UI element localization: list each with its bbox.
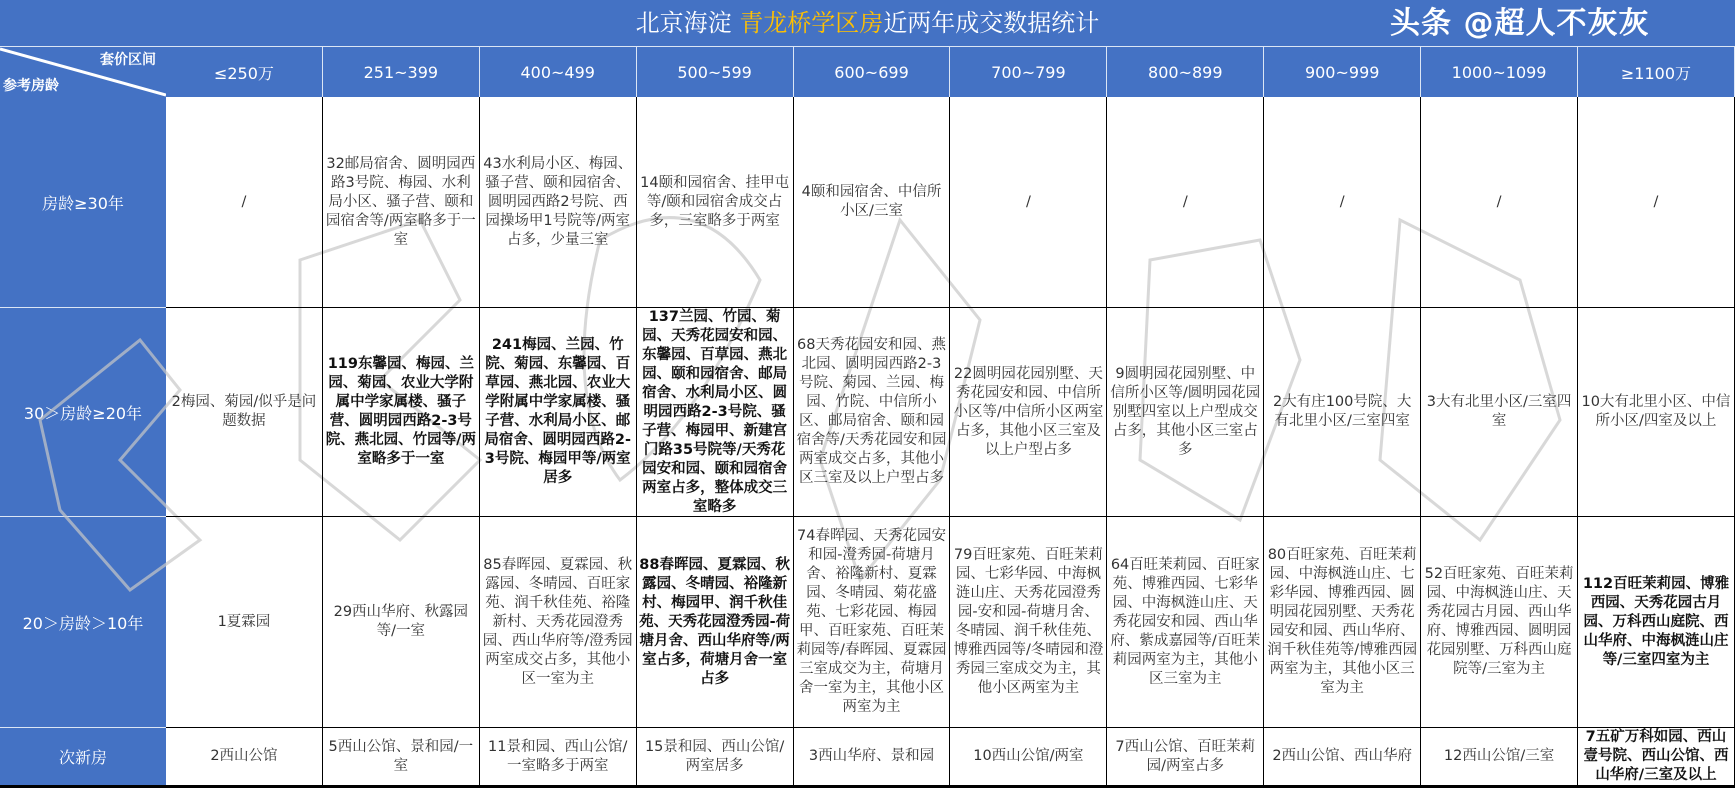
table-cell: 5西山公馆、景和园/一室: [323, 728, 480, 788]
transaction-table: [0, 47, 1735, 788]
row-header: 房龄≥30年: [0, 97, 166, 308]
table-cell: /: [1264, 97, 1421, 308]
table-cell: 119东馨园、梅园、兰园、菊园、农业大学附属中学家属楼、骚子营、圆明园西路2-3号院、燕北园、竹园等/两室略多于一室: [323, 308, 480, 517]
column-header: 800~899: [1107, 47, 1264, 97]
table-cell: 11景和园、西山公馆/一室略多于两室: [480, 728, 637, 788]
table-cell: 137兰园、竹园、菊园、天秀花园安和园、东馨园、百草园、燕北园、颐和园宿舍、邮局宿舍、水利局小区、圆明园西路2-3号院、骚子营、梅园甲、新建宫门路35号院等/天秀花园安和园、颐和园宿舍两室占多，整体成交三室略多: [637, 308, 794, 517]
row-header: 次新房: [0, 728, 166, 788]
row-header: 20＞房龄＞10年: [0, 517, 166, 728]
table-cell: 85春晖园、夏霖园、秋露园、冬晴园、百旺家苑、润千秋佳苑、裕隆新村、天秀花园澄秀园、西山华府等/澄秀园两室成交占多，其他小区一室为主: [480, 517, 637, 728]
table-cell: 9圆明园花园别墅、中信所小区等/圆明园花园别墅四室以上户型成交占多，其他小区三室占多: [1107, 308, 1264, 517]
house-age-label: 参考房龄: [3, 78, 59, 94]
table-cell: 241梅园、兰园、竹院、菊园、东馨园、百草园、燕北园、农业大学附属中学家属楼、骚子营、水利局小区、邮局宿舍、圆明园西路2-3号院、梅园甲等/两室居多: [480, 308, 637, 517]
page-title: [0, 0, 1735, 47]
corner-header: [0, 47, 166, 97]
column-header: 1000~1099: [1421, 47, 1578, 97]
table-cell: 68天秀花园安和园、燕北园、圆明园西路2-3号院、菊园、兰园、梅园、竹院、中信所小区、邮局宿舍、颐和园宿舍等/天秀花园安和园两室成交占多，其他小区三室及以上户型占多: [794, 308, 951, 517]
table-cell: 32邮局宿舍、圆明园西路3号院、梅园、水利局小区、骚子营、颐和园宿舍等/两室略多于一室: [323, 97, 480, 308]
table-cell: 10西山公馆/两室: [950, 728, 1107, 788]
watermark-text: 头条 @超人不灰灰: [1390, 6, 1650, 41]
price-range-label: 套价区间: [100, 52, 156, 68]
table-cell: 15景和园、西山公馆/两室居多: [637, 728, 794, 788]
table-cell: 2大有庄100号院、大有北里小区/三室四室: [1264, 308, 1421, 517]
column-header: ≥1100万: [1578, 47, 1735, 97]
table-cell: 3大有北里小区/三室四室: [1421, 308, 1578, 517]
title-highlight: 青龙桥学区房: [739, 9, 884, 37]
table-cell: /: [166, 97, 323, 308]
table-cell: 43水利局小区、梅园、骚子营、颐和园宿舍、圆明园西路2号院、西园操场甲1号院等/两室占多，少量三室: [480, 97, 637, 308]
column-header: 700~799: [950, 47, 1107, 97]
column-header: 900~999: [1264, 47, 1421, 97]
column-header: 500~599: [637, 47, 794, 97]
table-cell: 7西山公馆、百旺茉莉园/两室占多: [1107, 728, 1264, 788]
table-cell: 2西山公馆: [166, 728, 323, 788]
table-cell: 2西山公馆、西山华府: [1264, 728, 1421, 788]
table-cell: /: [1578, 97, 1735, 308]
table-cell: 3西山华府、景和园: [794, 728, 951, 788]
table-cell: 52百旺家苑、百旺茉莉园、中海枫涟山庄、天秀花园古月园、西山华府、博雅西园、圆明园花园别墅、万科西山庭院等/三室为主: [1421, 517, 1578, 728]
table-cell: 7五矿万科如园、西山壹号院、西山公馆、西山华府/三室及以上: [1578, 728, 1735, 788]
table-cell: /: [1107, 97, 1264, 308]
table-cell: 10大有北里小区、中信所小区/四室及以上: [1578, 308, 1735, 517]
title-suffix: 近两年成交数据统计: [883, 9, 1100, 37]
table-cell: 12西山公馆/三室: [1421, 728, 1578, 788]
column-header: 251~399: [323, 47, 480, 97]
table-cell: /: [1421, 97, 1578, 308]
table-cell: 74春晖园、天秀花园安和园-澄秀园-荷塘月舍、裕隆新村、夏霖园、冬晴园、菊花盛苑、七彩花园、梅园甲、百旺家苑、百旺茉莉园等/春晖园、夏霖园三室成交为主，荷塘月舍一室为主，其他小区两室为主: [794, 517, 951, 728]
table-cell: /: [950, 97, 1107, 308]
column-header: 600~699: [794, 47, 951, 97]
table-cell: 14颐和园宿舍、挂甲屯等/颐和园宿舍成交占多，三室略多于两室: [637, 97, 794, 308]
column-header: 400~499: [480, 47, 637, 97]
table-cell: 64百旺茉莉园、百旺家苑、博雅西园、七彩华园、中海枫涟山庄、天秀花园安和园、西山华府、紫成嘉园等/百旺茉莉园两室为主，其他小区三室为主: [1107, 517, 1264, 728]
table-cell: 1夏霖园: [166, 517, 323, 728]
table-cell: 29西山华府、秋露园等/一室: [323, 517, 480, 728]
column-header: ≤250万: [166, 47, 323, 97]
table-cell: 88春晖园、夏霖园、秋露园、冬晴园、裕隆新村、梅园甲、润千秋佳苑、天秀花园澄秀园-荷塘月舍、西山华府等/两室占多，荷塘月舍一室占多: [637, 517, 794, 728]
table-cell: 4颐和园宿舍、中信所小区/三室: [794, 97, 951, 308]
table-cell: 79百旺家苑、百旺茉莉园、七彩华园、中海枫涟山庄、天秀花园澄秀园-安和园-荷塘月舍、冬晴园、润千秋佳苑、博雅西园等/冬晴园和澄秀园三室成交为主，其他小区两室为主: [950, 517, 1107, 728]
title-prefix: 北京海淀: [635, 9, 740, 37]
table-cell: 22圆明园花园别墅、天秀花园安和园、中信所小区等/中信所小区两室占多，其他小区三室及以上户型占多: [950, 308, 1107, 517]
table-cell: 112百旺茉莉园、博雅西园、天秀花园古月园、万科西山庭院、西山华府、中海枫涟山庄等/三室四室为主: [1578, 517, 1735, 728]
table-cell: 2梅园、菊园/似乎是问题数据: [166, 308, 323, 517]
row-header: 30＞房龄≥20年: [0, 308, 166, 517]
table-cell: 80百旺家苑、百旺茉莉园、中海枫涟山庄、七彩华园、博雅西园、圆明园花园别墅、天秀花园安和园、西山华府、润千秋佳苑等/博雅西园两室为主，其他小区三室为主: [1264, 517, 1421, 728]
